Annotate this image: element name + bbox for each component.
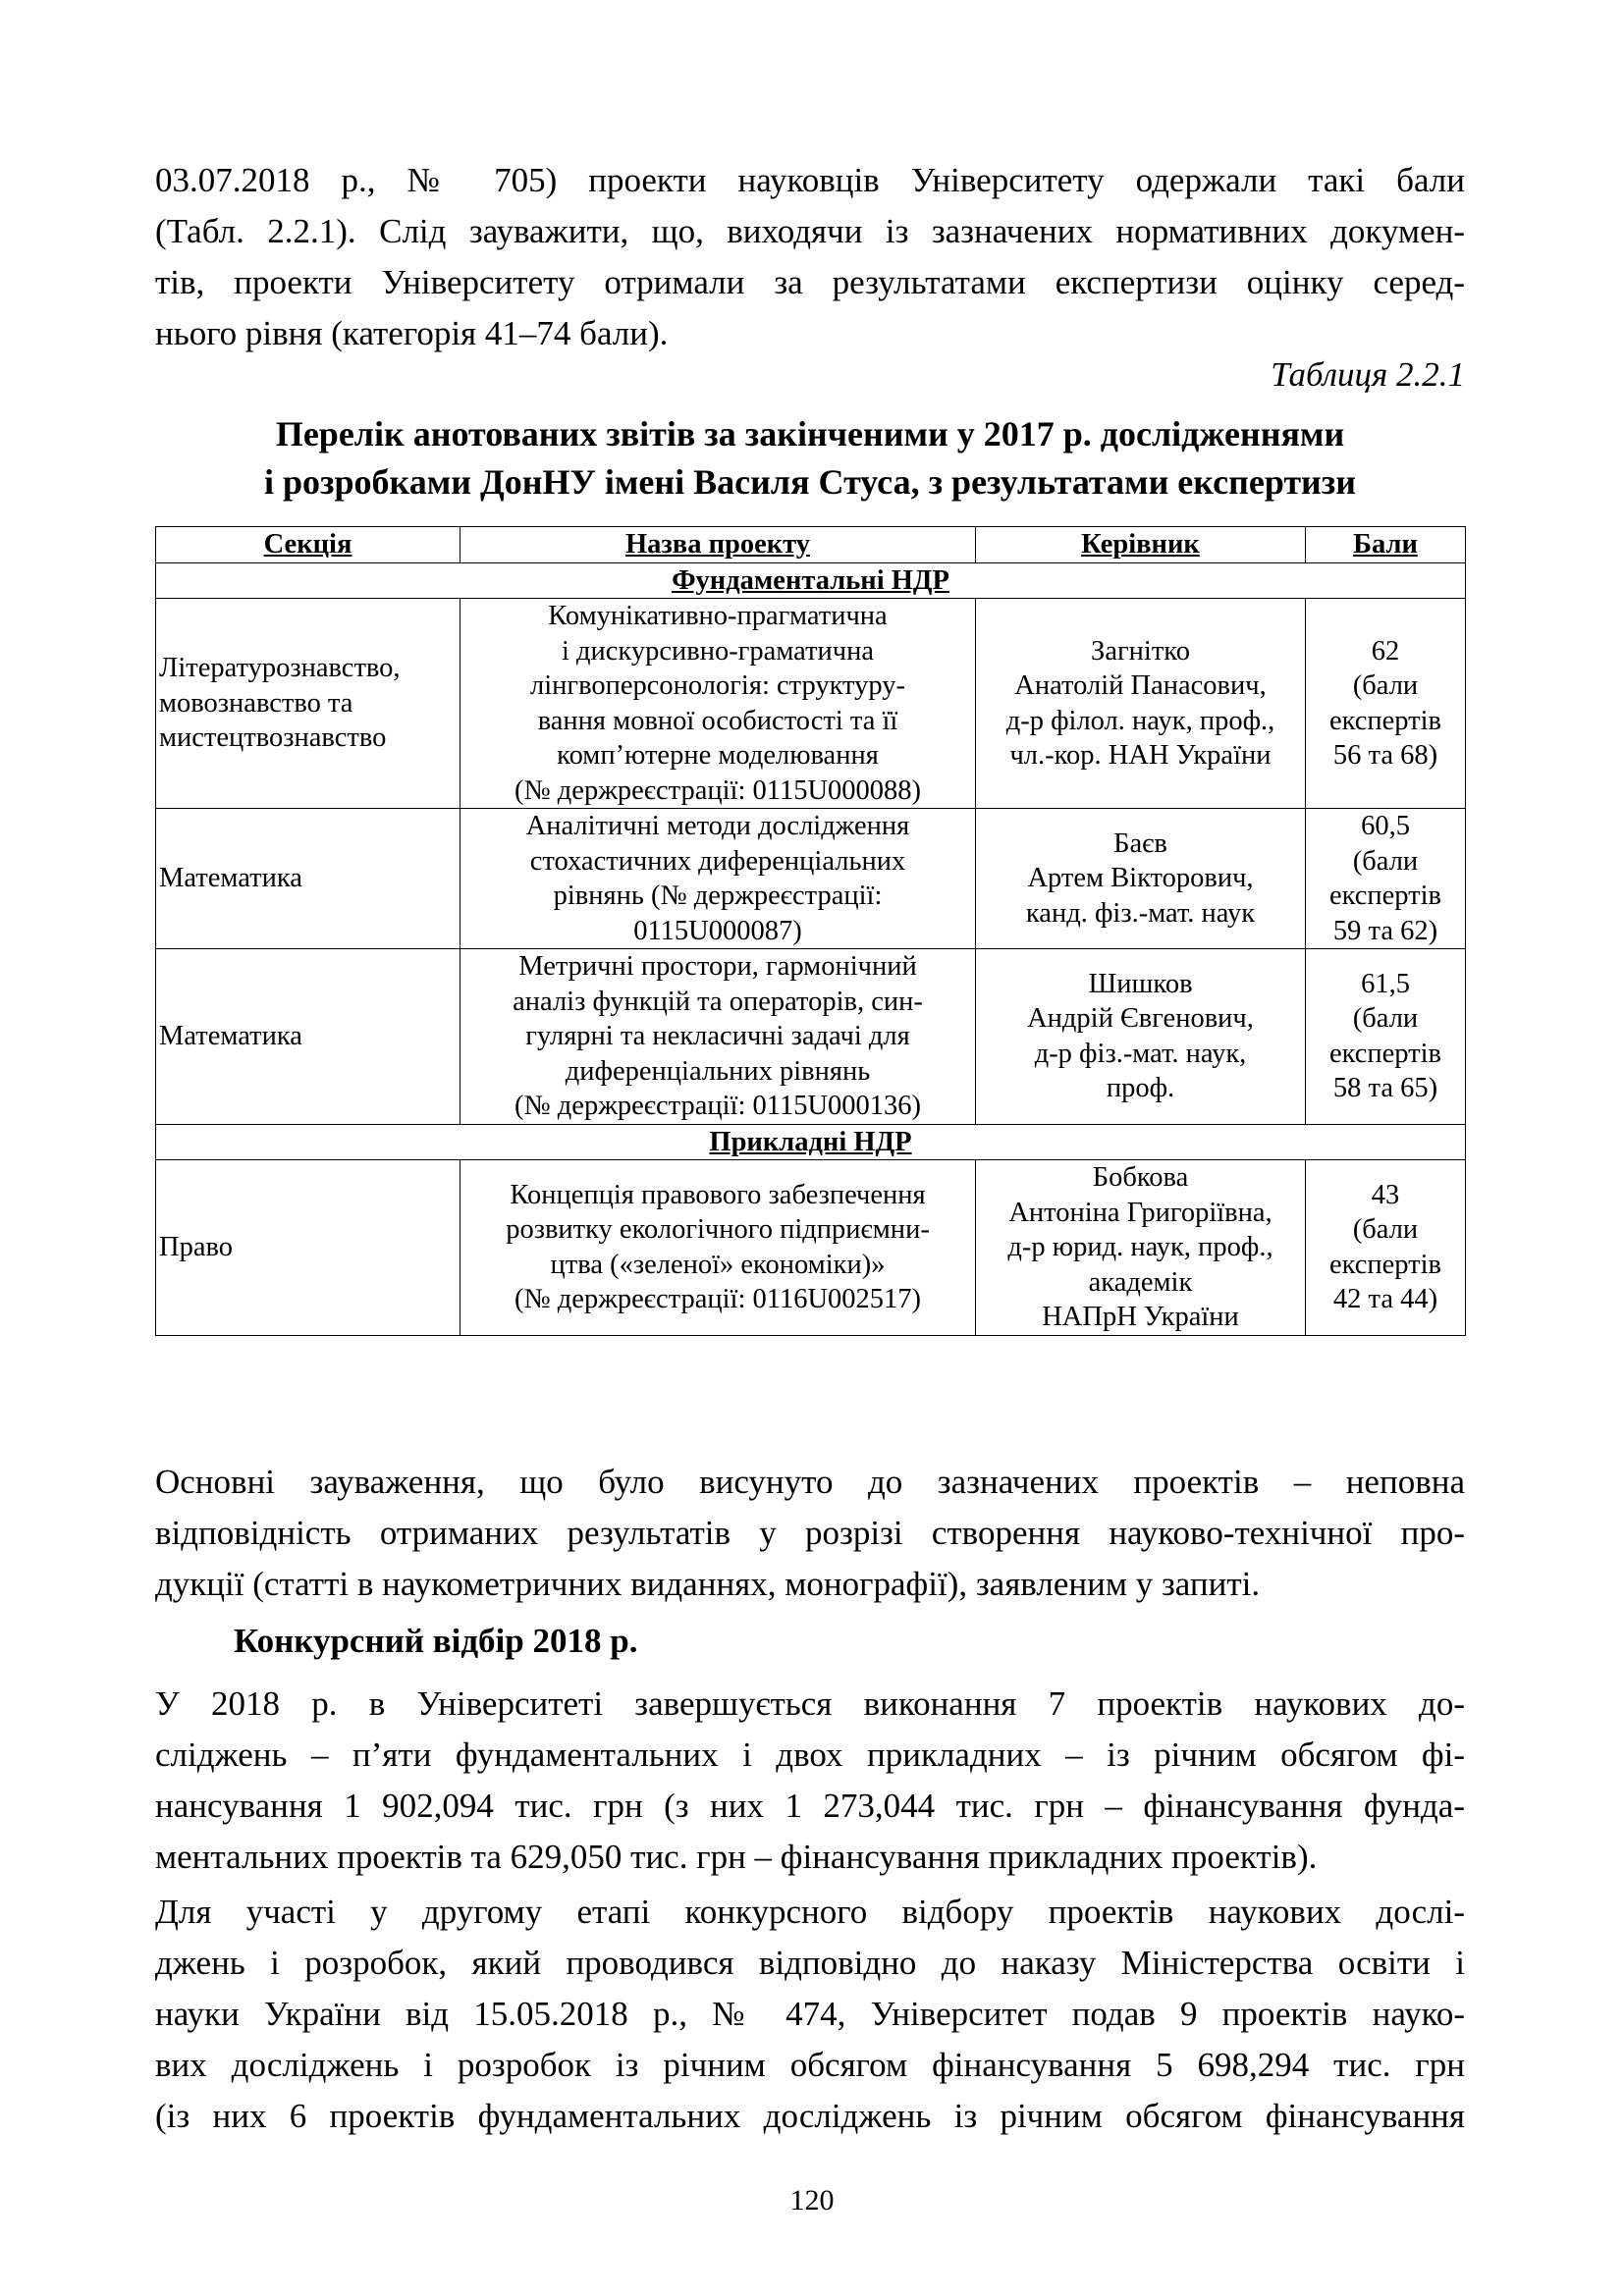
table-title-line: і розробками ДонНУ імені Василя Стуса, з результатами експертизи <box>263 462 1357 502</box>
intro-line-4: нього рівня (категорія 41–74 бали). <box>155 314 669 352</box>
project-cell-line: Концепція правового забезпечення <box>510 1179 926 1210</box>
leader-cell-line: д-р юрид. наук, проф., <box>1007 1232 1273 1262</box>
table-group-row <box>156 1124 1466 1160</box>
para1-line-1: У 2018 р. в Університеті завершується виконання 7 проектів наукових до- <box>155 1684 1465 1723</box>
table-title <box>155 410 1465 507</box>
section-cell-line: Право <box>159 1232 233 1262</box>
score-cell-line: експертів <box>1328 1038 1442 1069</box>
project-cell-line: гулярні та некласичні задачі для <box>525 1021 910 1051</box>
project-cell-line: цтва («зеленої» економіки)» <box>550 1249 886 1280</box>
project-cell-line: 0115U000087) <box>633 915 802 946</box>
project-cell <box>460 599 976 809</box>
para2-line-5: (із них 6 проектів фундаментальних досліджень із річним обсягом фінансування <box>155 2097 1465 2135</box>
leader-cell-line: Анатолій Панасович, <box>1014 670 1267 701</box>
table-caption: Таблиця 2.2.1 <box>1271 355 1465 394</box>
para2-line-4: вих досліджень і розробок із річним обсягом фінансування 5 698,294 тис. грн <box>155 2046 1465 2084</box>
leader-cell-line: Андрій Євгенович, <box>1027 1003 1254 1035</box>
leader-cell-line: Загнітко <box>1091 635 1190 667</box>
section-cell-line: Математика <box>159 863 302 894</box>
leader-cell-line: Артем Вікторович, <box>1027 863 1254 894</box>
group-heading: Прикладні НДР <box>156 1124 1466 1160</box>
table-body <box>156 562 1466 1335</box>
leader-cell-line: д-р фіз.-мат. наук, <box>1034 1038 1247 1069</box>
score-cell-line: 58 та 65) <box>1332 1073 1438 1104</box>
intro-line-3: тів, проекти Університету отримали за результатами експертизи оцінку серед- <box>155 263 1465 301</box>
group-heading: Фундаментальні НДР <box>156 562 1466 599</box>
para1-line-2: сліджень – п’яти фундаментальних і двох прикладних – із річним обсягом фі- <box>155 1735 1465 1774</box>
score-cell-line: 43 <box>1371 1179 1400 1210</box>
table-group-row <box>156 562 1466 599</box>
project-cell <box>460 949 976 1125</box>
project-cell <box>460 1160 976 1336</box>
project-cell-line: аналіз функцій та операторів, син- <box>513 986 923 1017</box>
leader-cell-line: д-р філол. наук, проф., <box>1005 705 1275 736</box>
score-cell-line: (бали <box>1352 1214 1419 1246</box>
project-cell-line: рівнянь (№ держреєстрації: <box>553 881 883 911</box>
table-row <box>156 1160 1466 1336</box>
project-cell-line: стохастичних диференціальних <box>529 845 906 877</box>
score-cell <box>1306 809 1466 949</box>
column-header: Бали <box>1306 527 1466 563</box>
column-header: Керівник <box>976 527 1306 563</box>
project-cell-line: лінгвоперсонологія: структуру- <box>530 670 905 701</box>
project-cell-line: (№ держреєстрації: 0115U000136) <box>514 1091 922 1121</box>
score-cell <box>1306 949 1466 1125</box>
section-cell-line: мовознавство та <box>159 687 353 719</box>
leader-cell-line: чл.-кор. НАН України <box>1009 740 1272 771</box>
score-cell-line: 60,5 <box>1361 811 1410 841</box>
section-cell <box>156 599 460 809</box>
score-cell-line: експертів <box>1328 1249 1442 1280</box>
remarks-line-2: відповідність отриманих результатів у розрізі створення науково-технічної про- <box>155 1514 1465 1552</box>
project-cell-line: Метричні простори, гармонічний <box>518 951 917 982</box>
remarks-line-3: дукції (статті в наукометричних виданнях, монографії), заявленим у запиті. <box>155 1565 1261 1603</box>
leader-cell <box>976 599 1306 809</box>
leader-cell-line: Антоніна Григоріївна, <box>1008 1197 1272 1228</box>
project-cell <box>460 809 976 949</box>
score-cell-line: (бали <box>1352 670 1419 701</box>
project-cell-line: і дискурсивно-граматична <box>561 635 875 667</box>
score-cell <box>1306 1160 1466 1336</box>
table-row <box>156 599 1466 809</box>
score-cell-line: експертів <box>1328 881 1442 911</box>
project-cell-line: Аналітичні методи дослідження <box>525 811 910 841</box>
table-title-line: Перелік анотованих звітів за закінченими у 2017 р. дослідженнями <box>275 414 1345 454</box>
project-cell-line: (№ держреєстрації: 0115U000088) <box>514 774 922 806</box>
section-cell-line: мистецтвознавство <box>159 722 387 754</box>
project-cell-line: (№ держреєстрації: 0116U002517) <box>514 1284 922 1315</box>
leader-cell <box>976 1160 1306 1336</box>
leader-cell-line: Баєв <box>1113 828 1167 859</box>
leader-cell-line: проф. <box>1106 1073 1175 1104</box>
score-cell-line: 62 <box>1371 635 1400 667</box>
leader-cell-line: Бобкова <box>1092 1162 1189 1193</box>
column-header: Назва проекту <box>460 527 976 563</box>
page-number: 120 <box>789 2184 835 2216</box>
leader-cell-line: Шишков <box>1088 968 1193 999</box>
section-cell-line: Літературознавство, <box>159 653 401 684</box>
intro-line-1: 03.07.2018 р., № 705) проекти науковців Університету одержали такі бали <box>155 161 1465 199</box>
para2-line-2: джень і розробок, який проводився відповідно до наказу Міністерства освіти і <box>155 1944 1465 1982</box>
leader-cell <box>976 949 1306 1125</box>
project-cell-line: комп’ютерне моделювання <box>557 740 879 771</box>
section-heading: Конкурсний відбір 2018 р. <box>234 1622 638 1660</box>
column-header: Секція <box>156 527 460 563</box>
intro-line-2: (Табл. 2.2.1). Слід зауважити, що, виходячи із зазначених нормативних докумен- <box>155 212 1465 250</box>
score-cell-line: експертів <box>1328 705 1442 736</box>
leader-cell-line: академік <box>1088 1266 1193 1298</box>
table-row <box>156 809 1466 949</box>
score-cell <box>1306 599 1466 809</box>
score-cell-line: 56 та 68) <box>1332 740 1438 771</box>
section-cell-line: Математика <box>159 1021 302 1051</box>
project-cell-line: вання мовної особистості та її <box>537 705 898 736</box>
remarks-line-1: Основні зауваження, що було висунуто до зазначених проектів – неповна <box>155 1463 1465 1501</box>
project-cell-line: Комунікативно-прагматична <box>548 601 888 631</box>
para1-line-4: ментальних проектів та 629,050 тис. грн – фінансування прикладних проектів). <box>155 1838 1318 1876</box>
score-cell-line: (бали <box>1352 1003 1419 1035</box>
section-cell <box>156 1160 460 1336</box>
score-cell-line: (бали <box>1352 845 1419 877</box>
table-header-row <box>156 527 1466 563</box>
score-cell-line: 59 та 62) <box>1332 915 1438 946</box>
section-cell <box>156 949 460 1125</box>
para1-line-3: нансування 1 902,094 тис. грн (з них 1 273,044 тис. грн – фінансування фунда- <box>155 1787 1465 1825</box>
score-cell-line: 42 та 44) <box>1332 1284 1438 1315</box>
project-cell-line: диференціальних рівнянь <box>565 1055 871 1087</box>
project-cell-line: розвитку екологічного підприємни- <box>506 1214 930 1246</box>
projects-table <box>155 526 1466 1336</box>
leader-cell <box>976 809 1306 949</box>
leader-cell-line: канд. фіз.-мат. наук <box>1025 897 1256 929</box>
section-cell <box>156 809 460 949</box>
table-row <box>156 949 1466 1125</box>
para2-line-3: науки України від 15.05.2018 р., № 474, Університет подав 9 проектів науко- <box>155 1995 1465 2033</box>
para2-line-1: Для участі у другому етапі конкурсного відбору проектів наукових дослі- <box>155 1893 1465 1931</box>
score-cell-line: 61,5 <box>1361 968 1410 999</box>
leader-cell-line: НАПрН України <box>1042 1302 1239 1332</box>
